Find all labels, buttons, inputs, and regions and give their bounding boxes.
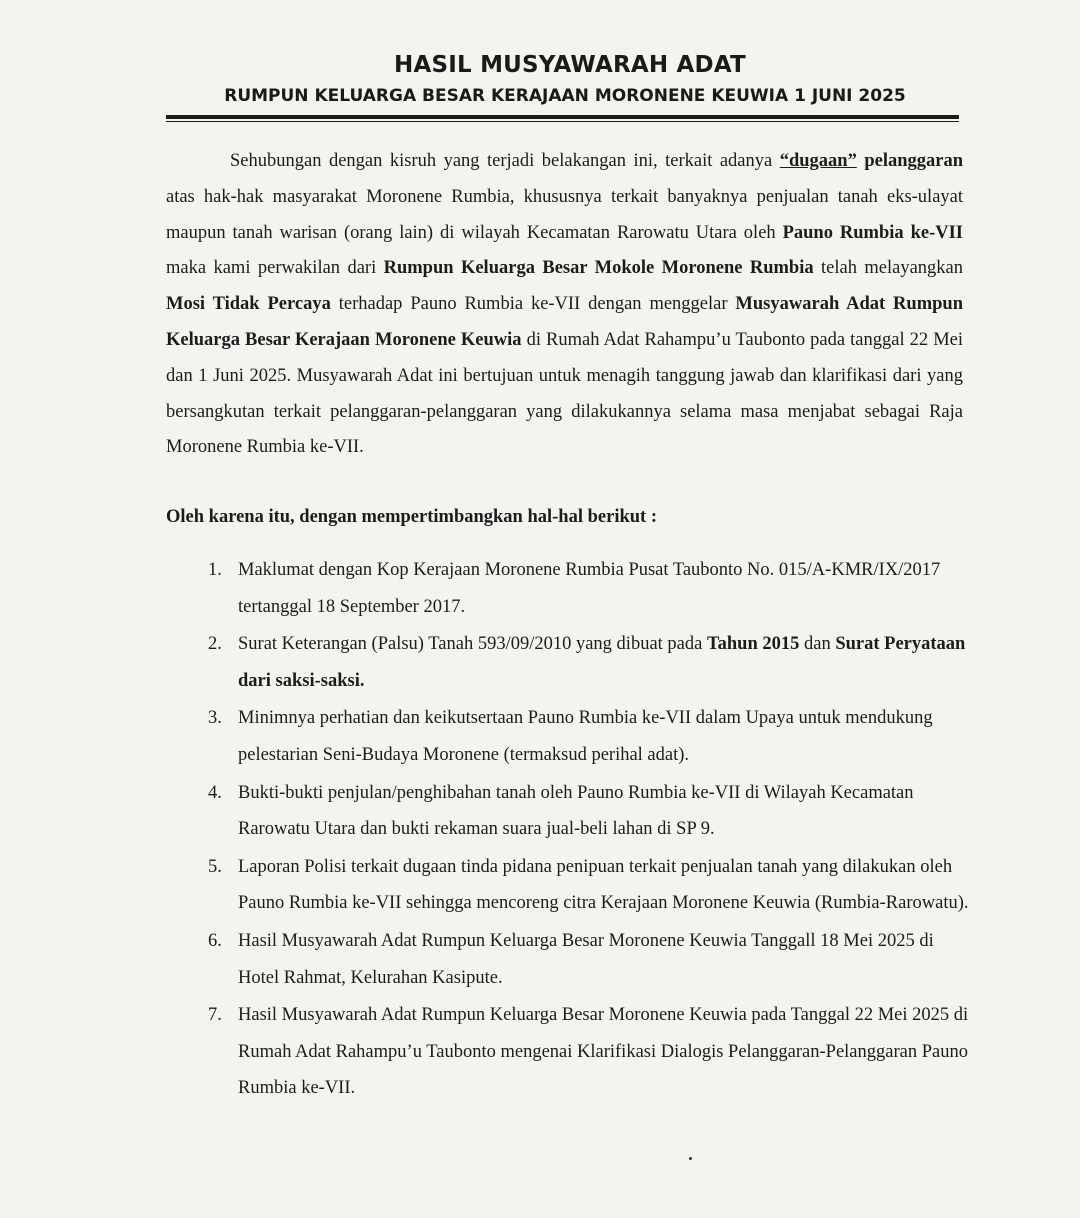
list-item-bold: Tahun 2015	[706, 634, 800, 655]
list-item-number: 2.	[208, 634, 222, 655]
intro-text-6: di Rumah Adat Rahampu’u Taubonto pada tanggal 22 Mei dan 1 Juni 2025. Musyawarah Adat ini bertujuan untuk menagih tanggung jawab dan klarifikasi dari yang bersangkutan terkait pelanggaran-pelanggaran yang dilakukannya selama masa menjabat sebagai Raja Moronene Rumbia ke-VII.	[166, 329, 963, 458]
intro-musyawarah: Musyawarah Adat Rumpun Keluarga Besar Kerajaan Moronene Keuwia	[166, 294, 963, 350]
list-item-text: Bukti-bukti penjulan/penghibahan tanah oleh Pauno Rumbia ke-VII di Wilayah Kecamatan Rarowatu Utara dan bukti rekaman suara jual-beli lahan di SP 9.	[238, 782, 914, 840]
list-item-text: Maklumat dengan Kop Kerajaan Moronene Rumbia Pusat Taubonto No. 015/A-KMR/IX/2017 tertanggal 18 September 2017.	[238, 560, 941, 617]
intro-dugaan: “dugaan”	[779, 151, 857, 171]
list-item	[204, 997, 974, 1107]
list-item	[204, 700, 974, 773]
header-rule-thick	[166, 115, 959, 119]
list-item-text: Laporan Polisi terkait dugaan tinda pidana penipuan terkait penjualan tanah yang dilakukan oleh Pauno Rumbia ke-VII sehingga mencoreng citra Kerajaan Moronene Keuwia (Rumbia-Rarowatu).	[238, 856, 969, 914]
list-item-number: 7.	[208, 1005, 222, 1026]
considerations-heading: Oleh karena itu, dengan mempertimbangkan hal-hal berikut :	[166, 507, 657, 527]
intro-text-1: Sehubungan dengan kisruh yang terjadi belakangan ini, terkait adanya	[230, 151, 780, 171]
list-item	[204, 552, 974, 625]
list-item-text: dan	[799, 634, 836, 655]
intro-mosi: Mosi Tidak Percaya	[166, 294, 331, 315]
document-subtitle: RUMPUN KELUARGA BESAR KERAJAAN MORONENE KEUWIA 1 JUNI 2025	[224, 86, 906, 106]
intro-paragraph	[166, 144, 963, 466]
list-item-number: 6.	[208, 930, 222, 951]
list-item	[204, 923, 974, 996]
intro-pelanggaran: pelanggaran	[864, 151, 964, 171]
list-item-text: Hasil Musyawarah Adat Rumpun Keluarga Besar Moronene Keuwia Tanggall 18 Mei 2025 di Hotel Rahmat, Kelurahan Kasipute.	[238, 930, 934, 988]
list-item	[204, 849, 974, 922]
intro-text-2: atas hak-hak masyarakat Moronene Rumbia, khususnya terkait banyaknya penjualan tanah eks-ulayat maupun tanah warisan (orang lain) di wilayah Kecamatan Rarowatu Utara oleh	[166, 186, 963, 243]
list-item	[204, 775, 974, 848]
document-header	[0, 52, 1080, 106]
intro-pauno: Pauno Rumbia ke-VII	[782, 222, 963, 243]
page-speck	[689, 1157, 692, 1160]
intro-text-3: maka kami perwakilan dari	[166, 258, 384, 279]
header-rule-thin	[166, 121, 959, 122]
intro-text-4: telah melayangkan	[813, 258, 964, 279]
considerations-list	[204, 552, 974, 1108]
list-item-number: 3.	[208, 708, 222, 729]
list-item-text: Minimnya perhatian dan keikutsertaan Pauno Rumbia ke-VII dalam Upaya untuk mendukung pelestarian Seni-Budaya Moronene (termaksud perihal adat).	[238, 708, 933, 765]
list-item-number: 4.	[208, 782, 222, 803]
document-title: HASIL MUSYAWARAH ADAT	[394, 52, 746, 78]
list-item-number: 5.	[208, 856, 222, 877]
list-item-bold: Surat Peryataan dari saksi-saksi.	[238, 634, 966, 691]
list-item	[204, 626, 974, 699]
intro-rumpun: Rumpun Keluarga Besar Mokole Moronene Rumbia	[383, 258, 814, 279]
list-item-text: Surat Keterangan (Palsu) Tanah 593/09/2010 yang dibuat pada	[238, 634, 707, 655]
intro-text-5: terhadap Pauno Rumbia ke-VII dengan menggelar	[330, 294, 736, 315]
list-item-text: Hasil Musyawarah Adat Rumpun Keluarga Besar Moronene Keuwia pada Tanggal 22 Mei 2025 di Rumah Adat Rahampu’u Taubonto mengenai Klarifikasi Dialogis Pelanggaran-Pelanggaran Pauno Rumbia ke-VII.	[238, 1005, 969, 1099]
list-item-number: 1.	[208, 560, 222, 580]
